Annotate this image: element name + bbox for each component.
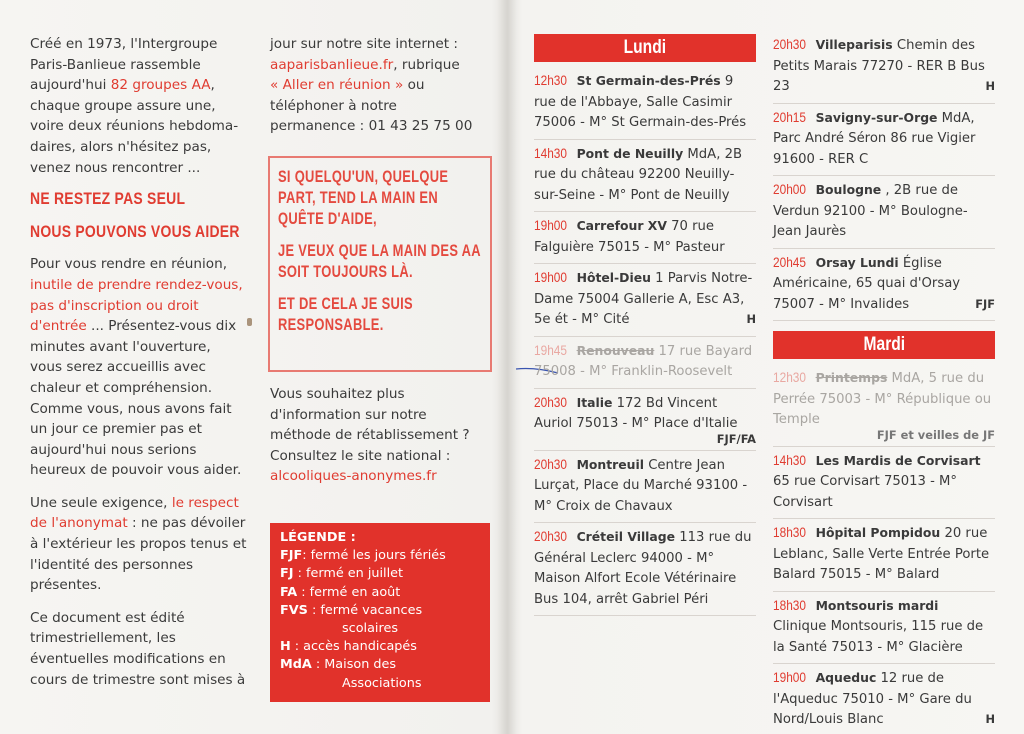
meeting-link[interactable]: « Aller en réunion » — [270, 77, 404, 94]
heading-we-can-help: NOUS POUVONS VOUS AIDER — [30, 221, 240, 241]
meeting-entry: 14h30 Les Mardis de Corvisart 65 rue Corvisart 75013 - M° Corvisart — [773, 450, 995, 520]
meeting-entry: 20h30 Créteil Village 113 rue du Général Leclerc 94000 - M° Maison Alfort Ecole Vétérinaire Bus 104, arrêt Gabriel Péri — [534, 526, 756, 616]
legend-item: MdA : Maison des — [280, 657, 397, 673]
intro-line: chaque groupe assure une, — [30, 97, 216, 114]
meeting-entry: 18h30 Montsouris mardi Clinique Montsouris, 115 rue de la Santé 75013 - M° Glacière — [773, 595, 995, 665]
closure-flag: FJF — [975, 296, 995, 311]
intro-line: venez nous rencontrer ... — [30, 159, 201, 176]
meeting-entry: 20h15 Savigny-sur-Orge MdA, Parc André Séron 86 rue Vigier 91600 - RER C — [773, 107, 995, 177]
accessibility-flag: H — [985, 79, 995, 93]
intro-column — [30, 34, 256, 690]
legend-item: scolaires — [342, 621, 399, 637]
tuesday-header: Mardi — [773, 331, 995, 359]
meeting-entry: 14h30 Pont de Neuilly MdA, 2B rue du château 92200 Neuilly-sur-Seine - M° Pont de Neuilly — [534, 143, 756, 213]
fold-crease — [497, 0, 517, 734]
intro-line: daires, alors n'hésitez pas, — [30, 138, 212, 155]
intro-line: Paris-Banlieue rassemble — [30, 56, 201, 73]
monday-header: Lundi — [534, 34, 756, 62]
closure-flag: FJF/FA — [716, 431, 756, 446]
responsibility-quote: SI QUELQU'UN, QUELQUE PART, TEND LA MAIN EN QUÊTE D'AIDE, JE VEUX QUE LA MAIN DES AA SOIT TOUJOURS LÀ. ET DE CELA JE SUIS RESPONSABLE. — [268, 156, 492, 372]
legend-box — [270, 523, 490, 702]
national-site-link[interactable]: alcooliques-anonymes.fr — [270, 468, 437, 485]
phone-number: permanence : 01 43 25 75 00 — [270, 118, 473, 135]
legend-item: H : accès handicapés — [280, 639, 417, 655]
heading-not-alone: NE RESTEZ PAS SEUL — [30, 189, 186, 209]
meeting-entry-faded: 12h30 Printemps MdA, 5 rue du Perrée 75003 - M° République ou Temple FJF et veilles de JF — [773, 367, 995, 447]
intro-line: voire deux réunions hebdoma- — [30, 118, 239, 135]
legend-item: FVS : fermé vacances — [280, 602, 423, 618]
publication-paragraph: Ce document est édité trimestriellement, les éventuelles modifications en cours de trimestre sont mises à — [30, 609, 246, 688]
meeting-entry: 20h45 Orsay Lundi Église Américaine, 65 quai d'Orsay 75007 - M° Invalides FJF — [773, 252, 995, 322]
monday-column — [534, 34, 756, 619]
meeting-entry: 20h30 Villeparisis Chemin des Petits Marais 77270 - RER B Bus 23 H — [773, 34, 995, 104]
anonymity-paragraph: Une seule exigence, le respect de l'anonymat : ne pas dévoiler à l'extérieur les propos tenus et l'identité des personnes présentes. — [30, 494, 247, 594]
legend-item: FA : fermé en août — [280, 584, 401, 600]
legend-item: Associations — [342, 675, 422, 691]
meeting-entry: 12h30 St Germain-des-Prés 9 rue de l'Abbaye, Salle Casimir 75006 - M° St Germain-des-Prés — [534, 70, 756, 140]
meeting-entry: 19h00 Carrefour XV 70 rue Falguière 75015 - M° Pasteur — [534, 215, 756, 264]
intro-line: aujourd'hui 82 groupes AA, — [30, 77, 215, 94]
monday-tuesday-column — [773, 34, 995, 734]
meeting-entry: 20h30 Italie 172 Bd Vincent Auriol 75013 - M° Place d'Italie FJF/FA — [534, 392, 756, 451]
meeting-entry: 19h00 Aqueduc 12 rue de l'Aqueduc 75010 - M° Gare du Nord/Louis Blanc H — [773, 667, 995, 734]
contact-column: jour sur notre site internet : aaparisbanlieue.fr, rubrique « Aller en réunion » ou téléphoner à notre permanence : 01 43 25 75 00 — [270, 34, 492, 137]
attend-paragraph: Pour vous rendre en réunion, inutile de prendre rendez-vous, pas d'inscription ou droit d'entrée ... Présentez-vous dix minutes avant l'ouverture, vous serez accueillis avec chaleur et compréhension. Comme vous, nous avons fait un jour ce premier pas et aujourd'hui nous serions heureux de pouvoir vous aider. — [30, 256, 243, 479]
legend-item: FJ : fermé en juillet — [280, 566, 404, 582]
meeting-entry: 20h00 Boulogne , 2B rue de Verdun 92100 - M° Boulogne-Jean Jaurès — [773, 179, 995, 249]
intro-line: Créé en 1973, l'Intergroupe — [30, 36, 218, 52]
meeting-entry: 20h30 Montreuil Centre Jean Lurçat, Place du Marché 93100 - M° Croix de Chavaux — [534, 454, 756, 524]
closure-flag: FJF et veilles de JF — [876, 427, 995, 442]
meeting-entry-cancelled: 19h45 Renouveau 17 rue Bayard 75008 - M° Franklin-Roosevelt — [534, 340, 756, 389]
legend-title: LÉGENDE : — [280, 530, 356, 545]
accessibility-flag: H — [746, 312, 756, 326]
site-link[interactable]: aaparisbanlieue.fr — [270, 56, 394, 73]
accessibility-flag: H — [985, 712, 995, 726]
info-block: Vous souhaitez plus d'information sur notre méthode de rétablissement ? Consultez le site national : alcooliques-anonymes.fr — [270, 384, 496, 487]
groups-count: 82 groupes AA — [110, 77, 211, 94]
legend-item: FJF: fermé les jours fériés — [280, 548, 446, 564]
meeting-entry: 18h30 Hôpital Pompidou 20 rue Leblanc, Salle Verte Entrée Porte Balard 75015 - M° Balard — [773, 522, 995, 592]
meeting-entry: 19h00 Hôtel-Dieu 1 Parvis Notre-Dame 75004 Gallerie A, Esc A3, 5e ét - M° Cité H — [534, 267, 756, 337]
